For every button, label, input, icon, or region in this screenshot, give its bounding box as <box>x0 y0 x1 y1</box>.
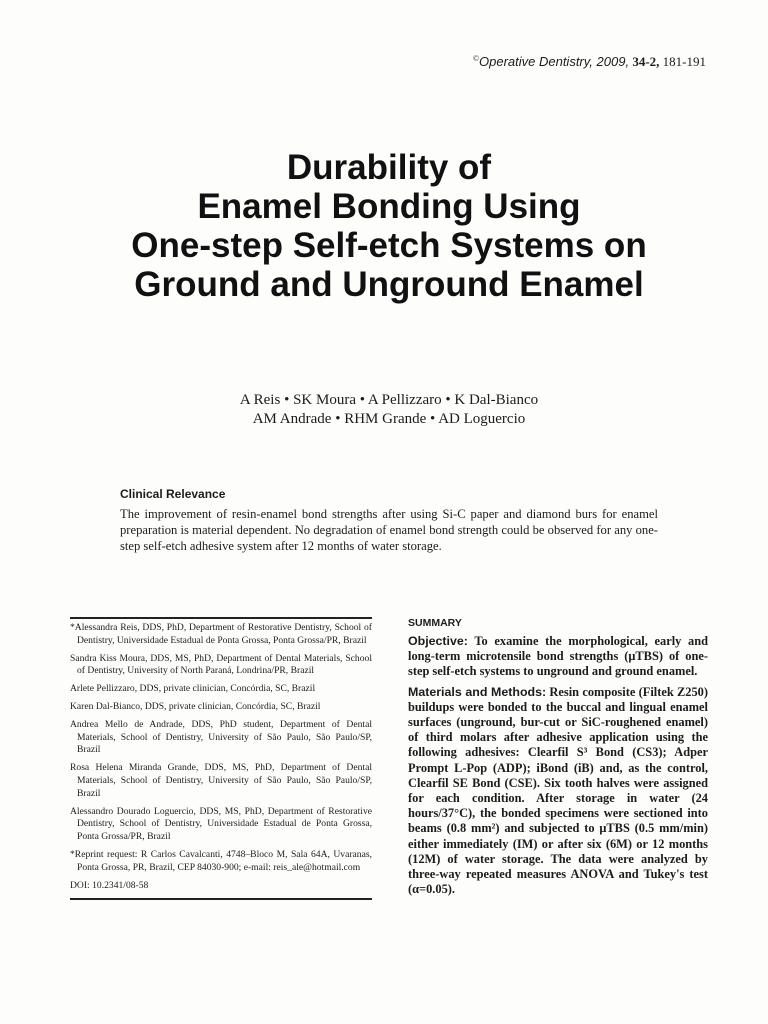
methods-text: Resin composite (Filtek Z250) buildups were bonded to the buccal and lingual enamel surfaces (unground, bur-cut or SiC-roughened enamel) of third molars after adhesive application using the following adhesives: Clearfil S³ Bond (CS3); Adper Prompt L-Pop (ADP); iBond (iB) and, as the control, Clearfil SE Bond (CSE). Six tooth halves were assigned for each condition. After storage in water (24 hours/37°C), the bonded specimens were sectioned into beams (0.8 mm²) and subjected to μTBS (0.5 mm/min) either immediately (IM) or after six (6M) or 12 months (12M) of water storage. The data were analyzed by three-way repeated measures ANOVA and Tukey's test (α=0.05). <box>408 684 708 897</box>
copyright-symbol: © <box>472 54 479 63</box>
affiliation-item: *Alessandra Reis, DDS, PhD, Department of Restorative Dentistry, School of Dentistry, Universidade Estadual de Ponta Grossa, Ponta Grossa/PR, Brazil <box>70 622 372 646</box>
journal-name: Operative Dentistry, 2009, <box>479 54 630 69</box>
summary-heading: SUMMARY <box>408 617 462 629</box>
authors-line-2: AM Andrade • RHM Grande • AD Loguercio <box>252 411 526 427</box>
affiliation-item: Alessandro Dourado Loguercio, DDS, MS, PhD, Department of Restorative Dentistry, School of Dentistry, Universidade Estadual de Ponta Grossa, Ponta Grossa/PR, Brazil <box>70 805 372 843</box>
author-list <box>0 391 768 429</box>
title-line: Enamel Bonding Using <box>197 187 581 226</box>
journal-citation <box>473 54 706 70</box>
summary-objective <box>408 634 708 680</box>
objective-label: Objective: <box>408 634 468 648</box>
title-line: Ground and Unground Enamel <box>134 265 644 304</box>
affiliation-item: Karen Dal-Bianco, DDS, private clinician, Concórdia, SC, Brazil <box>70 700 321 712</box>
journal-pages: 181-191 <box>662 54 706 69</box>
methods-label: Materials and Methods: <box>408 684 547 699</box>
affiliation-item: Rosa Helena Miranda Grande, DDS, MS, PhD, Department of Dental Materials, School of Dentistry, University of São Paulo, São Paulo/SP, Brazil <box>70 762 372 799</box>
affiliation-item: Andrea Mello de Andrade, DDS, PhD student, Department of Dental Materials, School of Dentistry, University of São Paulo, São Paulo/SP, Brazil <box>70 718 372 756</box>
author-affiliations <box>70 617 372 900</box>
doi: DOI: 10.2341/08-58 <box>70 879 149 891</box>
summary-section <box>408 617 708 902</box>
objective-text: To examine the morphological, early and long-term microtensile bond strengths (μTBS) of one-step self-etch systems to unground and ground enamel. <box>408 634 709 679</box>
affiliation-item: Arlete Pellizzaro, DDS, private clinician, Concórdia, SC, Brazil <box>70 683 316 695</box>
summary-methods <box>408 685 708 898</box>
affiliation-item: Sandra Kiss Moura, DDS, MS, PhD, Department of Dental Materials, School of Dentistry, University of North Paraná, Londrina/PR, Brazil <box>70 652 372 677</box>
article-title <box>0 148 768 304</box>
authors-line-1: A Reis • SK Moura • A Pellizzaro • K Dal-Bianco <box>239 392 539 408</box>
journal-volume: 34-2, <box>632 54 660 69</box>
title-line: One-step Self-etch Systems on <box>131 226 647 265</box>
reprint-request: *Reprint request: R Carlos Cavalcanti, 4748–Bloco M, Sala 64A, Uvaranas, Ponta Grossa, PR, Brazil, CEP 84030-900; e-mail: reis_ale@hotmail.com <box>70 848 372 873</box>
title-line: Durability of <box>286 148 492 187</box>
clinical-relevance-text: The improvement of resin-enamel bond strengths after using Si-C paper and diamond burs for enamel preparation is material dependent. No degradation of enamel bond strength could be observed for any one-step self-etch adhesive system after 12 months of water storage. <box>120 507 658 553</box>
clinical-relevance-heading: Clinical Relevance <box>120 487 226 501</box>
